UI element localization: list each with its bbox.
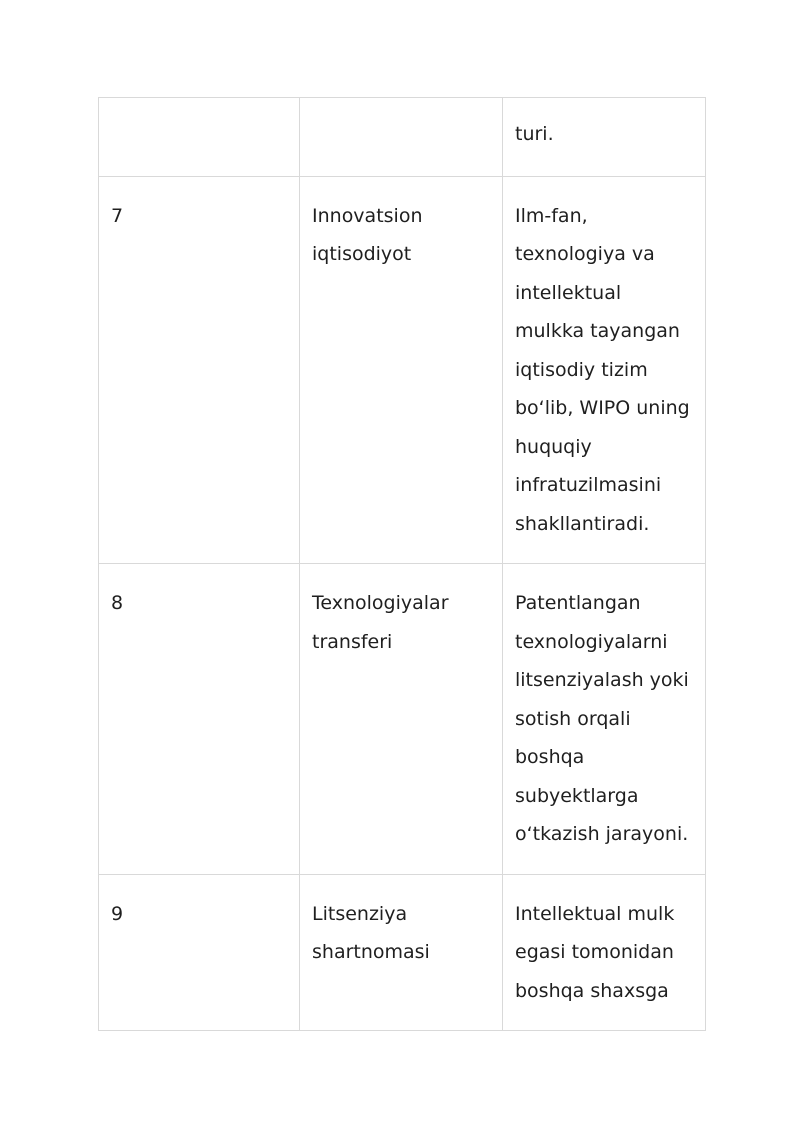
number-cell (99, 874, 300, 1031)
definition-text: turi. (515, 123, 554, 145)
definition-text: Patentlangan texnologiyalarni litsenziyalash yoki sotish orqali boshqa subyektlarga o‘tkazish jarayoni. (515, 592, 689, 845)
term-text: Innovatsion iqtisodiyot (312, 204, 423, 265)
row-number: 7 (111, 204, 124, 227)
definition-cell (503, 98, 706, 177)
definition-text: Ilm-fan, texnologiya va intellektual mulkka tayangan iqtisodiy tizim bo‘lib, WIPO uning huquqiy infratuzilmasini shakllantiradi. (515, 204, 690, 535)
table-row (99, 564, 706, 875)
table-row (99, 98, 706, 177)
table-row (99, 176, 706, 564)
definition-cell (503, 874, 706, 1031)
definition-cell (503, 564, 706, 875)
definition-text: Intellektual mulk egasi tomonidan boshqa shaxsga (515, 902, 675, 1002)
row-number: 9 (111, 902, 124, 925)
number-cell (99, 176, 300, 564)
definition-cell (503, 176, 706, 564)
term-cell (300, 874, 503, 1031)
term-cell (300, 564, 503, 875)
term-text: Texnologiyalar transferi (312, 592, 449, 653)
number-cell (99, 564, 300, 875)
table-row (99, 874, 706, 1031)
term-cell (300, 98, 503, 177)
term-cell (300, 176, 503, 564)
number-cell (99, 98, 300, 177)
term-text: Litsenziya shartnomasi (312, 902, 430, 963)
glossary-table (98, 97, 706, 1031)
row-number: 8 (111, 592, 124, 614)
